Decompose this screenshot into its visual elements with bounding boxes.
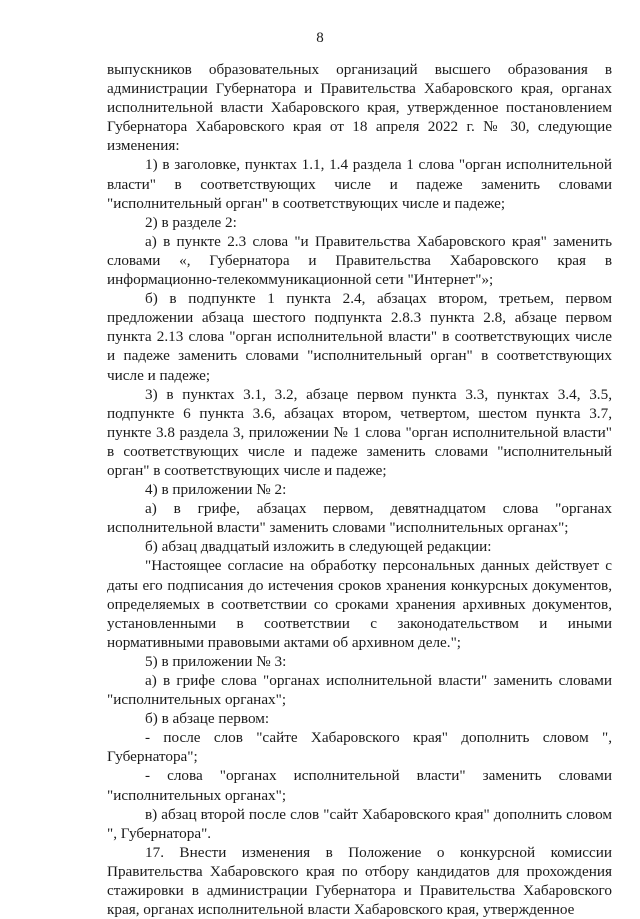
paragraph-item-2a: а) в пункте 2.3 слова "и Правительства Хабаровского края" заменить словами «, Губернатора и Правительства Хабаровского края в информационно-телекоммуникационной сети "Интернет"»;	[107, 232, 612, 289]
paragraph-item-5a: а) в грифе слова "органах исполнительной власти" заменить словами "исполнительных органах";	[107, 672, 612, 709]
paragraph-item-5v: в) абзац второй после слов "сайт Хабаровского края" дополнить словом ", Губернатора".	[107, 805, 612, 842]
paragraph-item-5b: б) в абзаце первом:	[145, 710, 270, 728]
document-body	[107, 60, 612, 919]
paragraph-item-4: 4) в приложении № 2:	[145, 481, 287, 499]
paragraph-item-4b: б) абзац двадцатый изложить в следующей редакции:	[145, 538, 492, 556]
paragraph-intro: выпускников образовательных организаций высшего образования в администрации Губернатора и Правительства Хабаровского края, органах исполнительной власти Хабаровского края, утвержденное постановлением Губернатора Хабаровского края от 18 апреля 2022 г. № 30, следующие изменения:	[107, 61, 612, 155]
paragraph-item-2: 2) в разделе 2:	[145, 213, 237, 231]
paragraph-item-4a: а) в грифе, абзацах первом, девятнадцатом слова "органах исполнительной власти" заменить словами "исполнительных органах";	[107, 500, 612, 537]
paragraph-item-17: 17. Внести изменения в Положение о конкурсной комиссии Правительства Хабаровского края по отбору кандидатов для прохождения стажировки в администрации Губернатора и Правительства Хабаровского края, органах исполнительной власти Хабаровского края, утвержденное	[107, 843, 612, 919]
paragraph-item-3: 3) в пунктах 3.1, 3.2, абзаце первом пункта 3.3, пунктах 3.4, 3.5, подпункте 6 пункта 3.6, абзацах втором, четвертом, шестом пункта 3.7, пункте 3.8 раздела 3, приложении № 1 слова "орган исполнительной власти" в соответствующих числе и падеже заменить словами "исполнительный орган" в соответствующих числе и падеже;	[107, 385, 612, 479]
paragraph-consent-quote: "Настоящее согласие на обработку персональных данных действует с даты его подписания до истечения сроков хранения конкурсных документов, определяемых в соответствии со сроками хранения архивных документов, установленными в соответствии с законодательством и иными нормативными правовыми актами об архивном деле.";	[107, 557, 612, 651]
paragraph-item-5b-dash-2: - слова "органах исполнительной власти" заменить словами "исполнительных органах";	[107, 767, 612, 804]
paragraph-item-1: 1) в заголовке, пунктах 1.1, 1.4 раздела 1 слова "орган исполнительной власти" в соответствующих числе и падеже заменить словами "исполнительный орган" в соответствующих числе и падеже;	[107, 156, 612, 212]
paragraph-item-5b-dash-1: - после слов "сайте Хабаровского края" дополнить словом ", Губернатора";	[107, 729, 612, 766]
paragraph-item-5: 5) в приложении № 3:	[145, 652, 287, 670]
paragraph-item-2b: б) в подпункте 1 пункта 2.4, абзацах втором, третьем, первом предложении абзаца шестого подпункта 2.8.3 пункта 2.8, абзаце первом пункта 2.13 слова "орган исполнительной власти" в соответствующих числе и падеже заменить словами "исполнительный орган" в соответствующих числе и падеже;	[107, 290, 612, 384]
page-number: 8	[316, 30, 324, 46]
